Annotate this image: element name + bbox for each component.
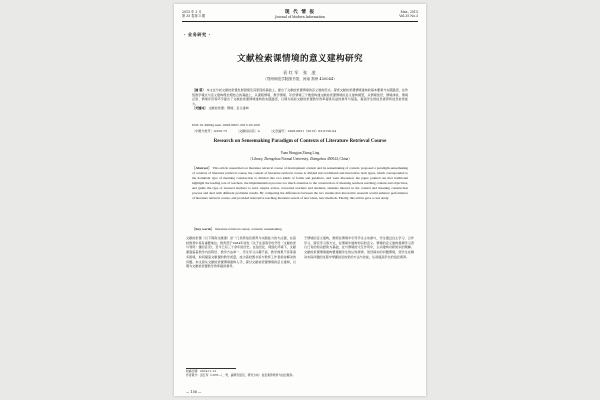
- abstract-en-label: 〔Abstract〕: [192, 166, 212, 170]
- volume-zh: 第 35 卷第 3 期: [182, 14, 205, 18]
- doi: DOI:10.3969/j.issn.1008-0821.2015.03.030: [192, 123, 260, 127]
- authors-en: Yuan Hongjun Zhang Ling: [280, 151, 320, 155]
- section-label: · 业务研究 ·: [184, 32, 211, 37]
- page-number: — 156 —: [186, 390, 202, 394]
- title-zh: 文献检索课情境的意义建构研究: [237, 54, 363, 64]
- volume-en: Vol.35 No.3: [399, 14, 418, 18]
- classification-line: [192, 128, 344, 133]
- issue-date-zh: 2015 年 3 月: [182, 10, 202, 14]
- abstract-zh: [192, 88, 408, 111]
- article-number: 〔文章编号〕1008-0821（2015）03-0156-04: [268, 129, 337, 133]
- affiliation-zh: （郑州师范学院图书馆，河南 郑州 450044）: [263, 77, 337, 81]
- authors-zh: 袁红军 张 凌: [282, 70, 318, 75]
- header-rule: [182, 21, 418, 22]
- footnote: 收稿日期：2014-11-12 作者简介：袁红军（1970—），男，副研究馆员，研究方向：信息素养教育与信息服务。: [186, 369, 296, 377]
- keywords-zh-label: 〔关键词〕: [192, 106, 208, 111]
- affiliation-en: （Library, Zhengzhou Normal University, Zhengzhou 450044, China）: [248, 157, 352, 161]
- issue-date-en: Mar., 2015: [400, 10, 418, 14]
- keywords-en-text: literature retrieval course; contexts; sensemaking: [215, 227, 282, 231]
- keywords-en: [192, 226, 408, 231]
- abstract-en-text: This article researched on literature retrieval course of development context and its sensemaking of context, proposed a paradigm sensemaking of contexts of literature retrieval course, the context of literature retrieval course is divided into traditional and innovative both types, which corresponded to the dominant type of meaning construction is divided into two kinds of forms and guidance, and went discussed, the paper pointed out that traditional highlight the leading role of teachers, the implementation process too much attention to the construction of meaning teachers teaching content and objectives, and guide the type of stressed teachers to lead, inspire action, concerted teachers and students, students interact in the context and meaning construction process and deal with different problems results. By comparing the differences between the two studies that innovative research would enhance performance of literature retrieval course, and provided innovative teaching literature search of new ideas, new methods. Finally, this article gave a case study.: [192, 166, 408, 200]
- header-center: [182, 10, 418, 19]
- journal-name-zh: 现 代 情 报: [284, 10, 316, 15]
- document-code: 〔文献标识码〕A: [235, 129, 260, 133]
- body-column-left: 文献检索课（以下简称文献课）是一门培养信息素养与实践能力的方法课，在高校教育中具有重要地位。教育部于1984年颁发《关于在高等学校开设〈文献检索与利用〉课的意见》，至今已有三十余年的历史。在信息化、网络化环境下，文献课面临着教学内容陈旧、教学方法单一、学生学习兴趣不高、教学效果不佳等诸多困境，如何提高文献课的教学质量，成为高校图书馆与教育工作者亟待解决的问题。本文拟从文献检索课情境建构入手，探讨文献检索课情境的意义建构，以期为文献检索课教学改革提供参考。: [186, 236, 296, 269]
- clc-number: 〔中图分类号〕G250.73: [192, 129, 227, 133]
- paper-page: [174, 4, 426, 396]
- running-header: [182, 10, 418, 28]
- header-right: [399, 10, 418, 18]
- body-column-right: 于情境的意义建构，教师在情境中引导学生主动参与，学生通过自主学习、合作学习、探究学习等方式，在情境中建构知识的意义。情境的意义建构强调学习者以已有的知识经验为基础，在与情境的交互作用中，主动建构对新知识的理解。文献检索课情境建构要遵循学生的认知规律，创设真实的问题情境，使学生在解决实际问题的过程中掌握信息检索的方法与技能，从而提高学生的信息素养。: [304, 236, 414, 259]
- abstract-zh-text: 本文在分析文献检索课发展困境及其原因的基础上，提出了文献检索课情境的意义建构范式。探索文献检索课情境建构的基本要素与实践路径，在传统教学模式与意义建构理论相结合的基础上，从课程情境、教学情境、评价情境三个维度构建文献检索课情境的意义建构模型，从情境创设、情境体验、情境反思、情境评价等环节提出了文献检索课情境建构的实践路径，以期为高校文献检索课教学改革提供有益的参考与借鉴，提高学生的信息素养和信息检索能力。: [192, 88, 409, 106]
- keywords-zh-text: 文献检索课；情境；意义建构: [208, 106, 249, 111]
- journal-name-en: Journal of Modern Information: [275, 15, 325, 19]
- abstract-en: [192, 166, 408, 201]
- abstract-zh-label: 〔摘 要〕: [192, 88, 206, 92]
- title-en: Research on Sensemaking Paradigm of Contexts of Literature Retrieval Course: [213, 138, 387, 144]
- keywords-en-label: 〔Key words〕: [192, 227, 215, 231]
